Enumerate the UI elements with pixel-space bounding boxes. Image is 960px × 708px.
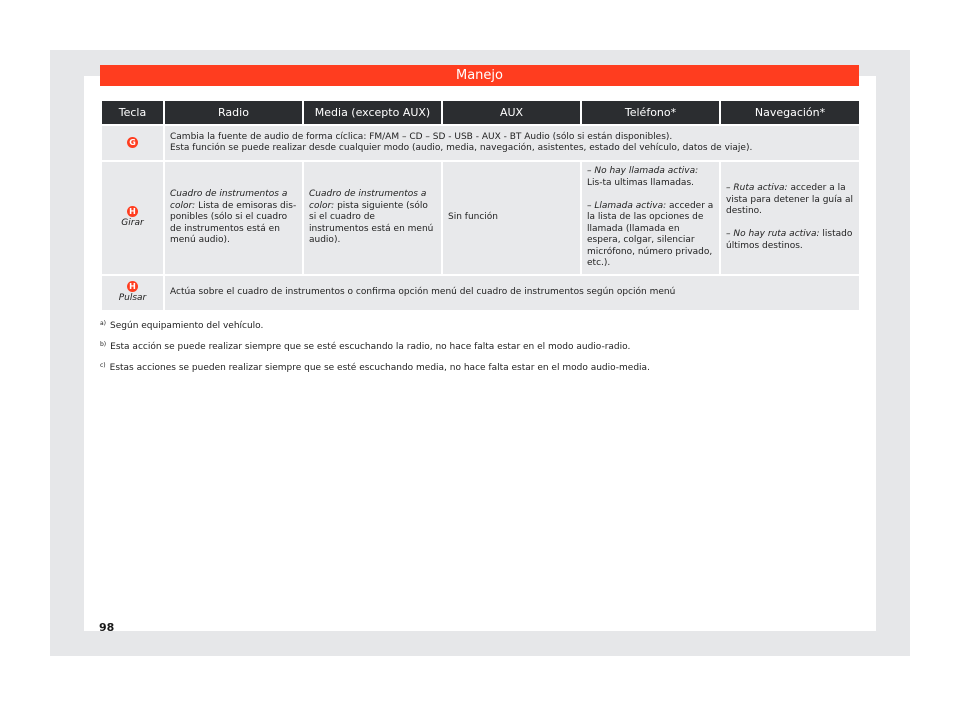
radio-text: Lista de emisoras dis-ponibles (sólo si el cuadro de instrumentos está en menú audio). bbox=[170, 200, 297, 245]
key-action-label: Pulsar bbox=[118, 293, 147, 303]
table-header-row bbox=[102, 101, 859, 124]
cell-telefono bbox=[582, 160, 719, 274]
footnote-text: Esta acción se puede realizar siempre que se esté escuchando la radio, no hace falta estar en el modo audio-radio. bbox=[110, 342, 631, 352]
key-g-icon: G bbox=[127, 137, 138, 148]
row-g-line2: Esta función se puede realizar desde cualquier modo (audio, media, navegación, asistentes, estado del vehículo, datos de viaje). bbox=[170, 143, 753, 153]
media-em: Cuadro de instrumentos a color: bbox=[309, 189, 427, 211]
footnotes bbox=[100, 318, 860, 381]
column-header-tecla: Tecla bbox=[102, 101, 163, 124]
nav2-text: listado últimos destinos. bbox=[726, 229, 853, 251]
column-header-telefono: Teléfono* bbox=[582, 101, 719, 124]
key-action-label: Girar bbox=[121, 218, 144, 229]
footnote-text: Según equipamiento del vehículo. bbox=[110, 321, 264, 331]
key-cell-h-girar bbox=[102, 160, 163, 274]
nav1-text: acceder a la vista para detener la guía al destino. bbox=[726, 183, 854, 217]
nav2-em: – No hay ruta activa: bbox=[726, 229, 820, 240]
tel1-text: Lis-ta ultimas llamadas. bbox=[587, 177, 694, 188]
nav1-em: – Ruta activa: bbox=[726, 183, 788, 194]
cell-radio bbox=[165, 160, 302, 274]
column-header-navegacion: Navegación* bbox=[721, 101, 859, 124]
section-header: Manejo bbox=[100, 65, 859, 86]
footnote-a bbox=[100, 318, 860, 332]
media-text: pista siguiente (sólo si el cuadro de instrumentos está en menú audio). bbox=[309, 200, 434, 245]
key-cell-g bbox=[102, 124, 163, 160]
column-header-aux: AUX bbox=[443, 101, 580, 124]
footnote-mark: b) bbox=[100, 341, 107, 348]
cell-media bbox=[304, 160, 441, 274]
tel2-text: acceder a la lista de las opciones de llamada (llamada en espera, colgar, silenciar micrófono, número privado, etc.). bbox=[587, 200, 714, 268]
key-cell-h-pulsar bbox=[102, 274, 163, 310]
tel2-em: – Llamada activa: bbox=[587, 200, 667, 211]
row-g-line1: Cambia la fuente de audio de forma cíclica: FM/AM – CD – SD - USB - AUX - BT Audio (sólo si están disponibles). bbox=[170, 131, 673, 142]
table-row bbox=[102, 274, 859, 310]
tel1-em: – No hay llamada activa: bbox=[587, 166, 699, 176]
footnote-b bbox=[100, 339, 860, 353]
radio-em: Cuadro de instrumentos a color: bbox=[170, 189, 288, 211]
key-h-icon: H bbox=[127, 206, 138, 217]
key-h-icon: H bbox=[127, 281, 138, 292]
column-header-media: Media (excepto AUX) bbox=[304, 101, 441, 124]
cell-aux: Sin función bbox=[443, 160, 580, 274]
table-row bbox=[102, 160, 859, 274]
controls-table bbox=[100, 101, 861, 310]
footnote-mark: c) bbox=[100, 362, 106, 369]
footnote-text: Estas acciones se pueden realizar siempre que se esté escuchando media, no hace falta estar en el modo audio-media. bbox=[109, 363, 650, 373]
table-row bbox=[102, 124, 859, 160]
row-g-description bbox=[165, 124, 859, 160]
cell-navegacion bbox=[721, 160, 859, 274]
footnote-c bbox=[100, 360, 860, 374]
footnote-mark: a) bbox=[100, 320, 107, 327]
row-h-pulsar-description: Actúa sobre el cuadro de instrumentos o confirma opción menú del cuadro de instrumentos según opción menú bbox=[165, 274, 859, 310]
column-header-radio: Radio bbox=[165, 101, 302, 124]
page-number: 98 bbox=[99, 621, 115, 634]
